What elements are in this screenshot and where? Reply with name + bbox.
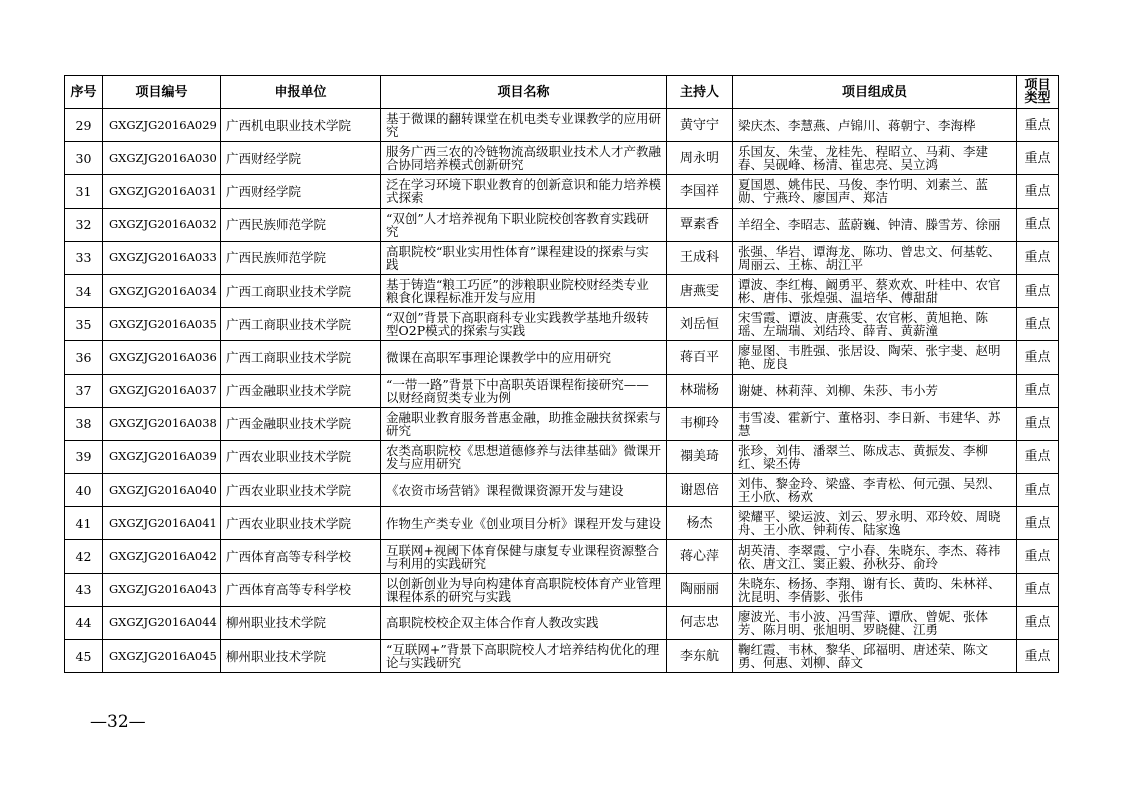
cell-name: 金融职业教育服务普惠金融，助推金融扶贫探索与研究 xyxy=(381,407,667,440)
table-row xyxy=(65,175,1059,208)
cell-seq: 29 xyxy=(65,109,103,142)
cell-leader: 李国祥 xyxy=(667,175,733,208)
cell-members: 羊绍全、李昭志、蓝蔚巍、钟清、滕雪芳、徐丽 xyxy=(733,208,1017,241)
cell-type: 重点 xyxy=(1017,540,1059,573)
table-row xyxy=(65,540,1059,573)
table-row xyxy=(65,142,1059,175)
cell-seq: 39 xyxy=(65,440,103,473)
header-type: 项目类型 xyxy=(1017,76,1059,109)
cell-type: 重点 xyxy=(1017,573,1059,606)
cell-unit: 柳州职业技术学院 xyxy=(221,606,381,639)
cell-code: GXGZJG2016A042 xyxy=(103,540,221,573)
table-row xyxy=(65,407,1059,440)
cell-type: 重点 xyxy=(1017,241,1059,274)
cell-name: 农类高职院校《思想道德修养与法律基础》微课开发与应用研究 xyxy=(381,440,667,473)
header-seq: 序号 xyxy=(65,76,103,109)
cell-name: 微课在高职军事理论课教学中的应用研究 xyxy=(381,341,667,374)
cell-seq: 44 xyxy=(65,606,103,639)
cell-type: 重点 xyxy=(1017,440,1059,473)
cell-leader: 何志忠 xyxy=(667,606,733,639)
cell-members: 张珍、刘伟、潘翠兰、陈成志、黄振发、李柳红、梁丕俦 xyxy=(733,440,1017,473)
cell-seq: 30 xyxy=(65,142,103,175)
table-row xyxy=(65,241,1059,274)
cell-name: “一带一路”背景下中高职英语课程衔接研究——以财经商贸类专业为例 xyxy=(381,374,667,407)
cell-seq: 43 xyxy=(65,573,103,606)
cell-unit: 广西财经学院 xyxy=(221,175,381,208)
cell-leader: 杨杰 xyxy=(667,507,733,540)
cell-code: GXGZJG2016A031 xyxy=(103,175,221,208)
cell-members: 廖波光、韦小波、冯雪萍、谭欣、曾妮、张体芳、陈月明、张旭明、罗晓健、江勇 xyxy=(733,606,1017,639)
cell-type: 重点 xyxy=(1017,341,1059,374)
page-number: —32— xyxy=(90,712,146,732)
cell-leader: 周永明 xyxy=(667,142,733,175)
cell-seq: 35 xyxy=(65,308,103,341)
cell-members: 夏国恩、姚伟民、马俊、李竹明、刘素兰、蓝勋、宁燕玲、廖国声、郑洁 xyxy=(733,175,1017,208)
cell-leader: 王成科 xyxy=(667,241,733,274)
cell-unit: 柳州职业技术学院 xyxy=(221,640,381,673)
cell-type: 重点 xyxy=(1017,308,1059,341)
cell-type: 重点 xyxy=(1017,640,1059,673)
cell-code: GXGZJG2016A030 xyxy=(103,142,221,175)
cell-seq: 45 xyxy=(65,640,103,673)
cell-members: 刘伟、黎金玲、梁盛、李青松、何元强、吴烈、王小欣、杨欢 xyxy=(733,474,1017,507)
cell-code: GXGZJG2016A035 xyxy=(103,308,221,341)
cell-code: GXGZJG2016A038 xyxy=(103,407,221,440)
cell-name: 作物生产类专业《创业项目分析》课程开发与建设 xyxy=(381,507,667,540)
cell-unit: 广西机电职业技术学院 xyxy=(221,109,381,142)
cell-leader: 黄守宁 xyxy=(667,109,733,142)
cell-code: GXGZJG2016A044 xyxy=(103,606,221,639)
cell-seq: 38 xyxy=(65,407,103,440)
cell-members: 胡英清、李翠霞、宁小春、朱晓东、李杰、蒋祎依、唐文江、窦正毅、孙秋芬、俞玲 xyxy=(733,540,1017,573)
cell-seq: 32 xyxy=(65,208,103,241)
table-row xyxy=(65,440,1059,473)
cell-code: GXGZJG2016A040 xyxy=(103,474,221,507)
cell-leader: 韦柳玲 xyxy=(667,407,733,440)
cell-name: 基于铸造“粮工巧匠”的涉粮职业院校财经类专业粮食化课程标准开发与应用 xyxy=(381,274,667,307)
cell-members: 谭波、李红梅、阚勇平、蔡欢欢、叶桂中、农官彬、唐伟、张煌强、温培华、傅甜甜 xyxy=(733,274,1017,307)
table-row xyxy=(65,374,1059,407)
table-row xyxy=(65,308,1059,341)
cell-name: “双创”背景下高职商科专业实践教学基地升级转型O2P模式的探索与实践 xyxy=(381,308,667,341)
cell-code: GXGZJG2016A043 xyxy=(103,573,221,606)
cell-leader: 覃素香 xyxy=(667,208,733,241)
cell-leader: 唐燕雯 xyxy=(667,274,733,307)
cell-name: 高职院校校企双主体合作育人教改实践 xyxy=(381,606,667,639)
cell-members: 鞠红霞、韦林、黎华、邱福明、唐述荣、陈文勇、何惠、刘柳、薛文 xyxy=(733,640,1017,673)
cell-unit: 广西工商职业技术学院 xyxy=(221,341,381,374)
header-name: 项目名称 xyxy=(381,76,667,109)
table-row xyxy=(65,507,1059,540)
cell-unit: 广西农业职业技术学院 xyxy=(221,507,381,540)
cell-code: GXGZJG2016A045 xyxy=(103,640,221,673)
cell-name: “互联网+”背景下高职院校人才培养结构优化的理论与实践研究 xyxy=(381,640,667,673)
cell-members: 梁耀平、梁运波、刘云、罗永明、邓玲姣、周晓舟、王小欣、钟莉传、陆家逸 xyxy=(733,507,1017,540)
cell-seq: 42 xyxy=(65,540,103,573)
cell-code: GXGZJG2016A034 xyxy=(103,274,221,307)
table-row xyxy=(65,208,1059,241)
cell-name: 高职院校“职业实用性体育”课程建设的探索与实践 xyxy=(381,241,667,274)
cell-seq: 34 xyxy=(65,274,103,307)
cell-members: 张强、华岩、谭海龙、陈功、曾忠文、何基乾、周丽云、王栋、胡江平 xyxy=(733,241,1017,274)
cell-leader: 李东航 xyxy=(667,640,733,673)
table-body xyxy=(65,109,1059,673)
cell-name: “双创”人才培养视角下职业院校创客教育实践研究 xyxy=(381,208,667,241)
cell-unit: 广西体育高等专科学校 xyxy=(221,540,381,573)
cell-unit: 广西财经学院 xyxy=(221,142,381,175)
cell-name: 服务广西三农的冷链物流高级职业技术人才产教融合协同培养模式创新研究 xyxy=(381,142,667,175)
cell-type: 重点 xyxy=(1017,175,1059,208)
cell-type: 重点 xyxy=(1017,507,1059,540)
cell-unit: 广西体育高等专科学校 xyxy=(221,573,381,606)
cell-members: 朱晓东、杨扬、李翔、谢有长、黄昀、朱林祥、沈昆明、李倩影、张伟 xyxy=(733,573,1017,606)
cell-seq: 33 xyxy=(65,241,103,274)
cell-leader: 陶丽丽 xyxy=(667,573,733,606)
cell-members: 谢婕、林莉萍、刘柳、朱莎、韦小芳 xyxy=(733,374,1017,407)
cell-code: GXGZJG2016A036 xyxy=(103,341,221,374)
cell-leader: 林瑞杨 xyxy=(667,374,733,407)
cell-members: 韦雪凌、霍新宁、董格羽、李日新、韦建华、苏慧 xyxy=(733,407,1017,440)
table-row xyxy=(65,573,1059,606)
cell-type: 重点 xyxy=(1017,274,1059,307)
cell-name: 泛在学习环境下职业教育的创新意识和能力培养模式探索 xyxy=(381,175,667,208)
cell-code: GXGZJG2016A029 xyxy=(103,109,221,142)
table-row xyxy=(65,640,1059,673)
cell-leader: 蒋百平 xyxy=(667,341,733,374)
table-row xyxy=(65,474,1059,507)
cell-unit: 广西金融职业技术学院 xyxy=(221,407,381,440)
cell-type: 重点 xyxy=(1017,474,1059,507)
cell-name: 以创新创业为导向构建体育高职院校体育产业管理课程体系的研究与实践 xyxy=(381,573,667,606)
cell-members: 宋雪霞、谭波、唐燕雯、农官彬、黄旭艳、陈瑶、左瑞瑞、刘结玲、薛青、黄薪潼 xyxy=(733,308,1017,341)
table-row xyxy=(65,274,1059,307)
table-row xyxy=(65,341,1059,374)
cell-leader: 刘岳恒 xyxy=(667,308,733,341)
project-table xyxy=(64,75,1059,673)
cell-leader: 蒋心萍 xyxy=(667,540,733,573)
header-leader: 主持人 xyxy=(667,76,733,109)
header-members: 项目组成员 xyxy=(733,76,1017,109)
cell-unit: 广西金融职业技术学院 xyxy=(221,374,381,407)
cell-unit: 广西工商职业技术学院 xyxy=(221,274,381,307)
cell-members: 乐国友、朱莹、龙桂先、程昭立、马莉、李建春、吴砚峰、杨清、崔忠亮、吴立鸿 xyxy=(733,142,1017,175)
cell-type: 重点 xyxy=(1017,208,1059,241)
cell-members: 梁庆杰、李慧燕、卢锦川、蒋朝宁、李海桦 xyxy=(733,109,1017,142)
cell-seq: 37 xyxy=(65,374,103,407)
cell-code: GXGZJG2016A041 xyxy=(103,507,221,540)
cell-code: GXGZJG2016A032 xyxy=(103,208,221,241)
cell-type: 重点 xyxy=(1017,606,1059,639)
table-row xyxy=(65,109,1059,142)
table-header-row xyxy=(65,76,1059,109)
cell-unit: 广西民族师范学院 xyxy=(221,208,381,241)
cell-unit: 广西农业职业技术学院 xyxy=(221,474,381,507)
cell-leader: 禤美琦 xyxy=(667,440,733,473)
cell-seq: 36 xyxy=(65,341,103,374)
cell-seq: 41 xyxy=(65,507,103,540)
cell-unit: 广西农业职业技术学院 xyxy=(221,440,381,473)
table-row xyxy=(65,606,1059,639)
cell-code: GXGZJG2016A033 xyxy=(103,241,221,274)
cell-leader: 谢恩倍 xyxy=(667,474,733,507)
cell-name: 基于微课的翻转课堂在机电类专业课教学的应用研究 xyxy=(381,109,667,142)
cell-type: 重点 xyxy=(1017,407,1059,440)
cell-type: 重点 xyxy=(1017,374,1059,407)
cell-name: 《农资市场营销》课程微课资源开发与建设 xyxy=(381,474,667,507)
cell-seq: 40 xyxy=(65,474,103,507)
cell-unit: 广西工商职业技术学院 xyxy=(221,308,381,341)
project-table-container xyxy=(64,75,1058,673)
cell-members: 廖显图、韦胜强、张居设、陶荣、张宇斐、赵明艳、庞良 xyxy=(733,341,1017,374)
cell-code: GXGZJG2016A039 xyxy=(103,440,221,473)
cell-name: 互联网+视阈下体育保健与康复专业课程资源整合与利用的实践研究 xyxy=(381,540,667,573)
header-unit: 申报单位 xyxy=(221,76,381,109)
cell-code: GXGZJG2016A037 xyxy=(103,374,221,407)
cell-seq: 31 xyxy=(65,175,103,208)
cell-unit: 广西民族师范学院 xyxy=(221,241,381,274)
cell-type: 重点 xyxy=(1017,109,1059,142)
cell-type: 重点 xyxy=(1017,142,1059,175)
header-code: 项目编号 xyxy=(103,76,221,109)
